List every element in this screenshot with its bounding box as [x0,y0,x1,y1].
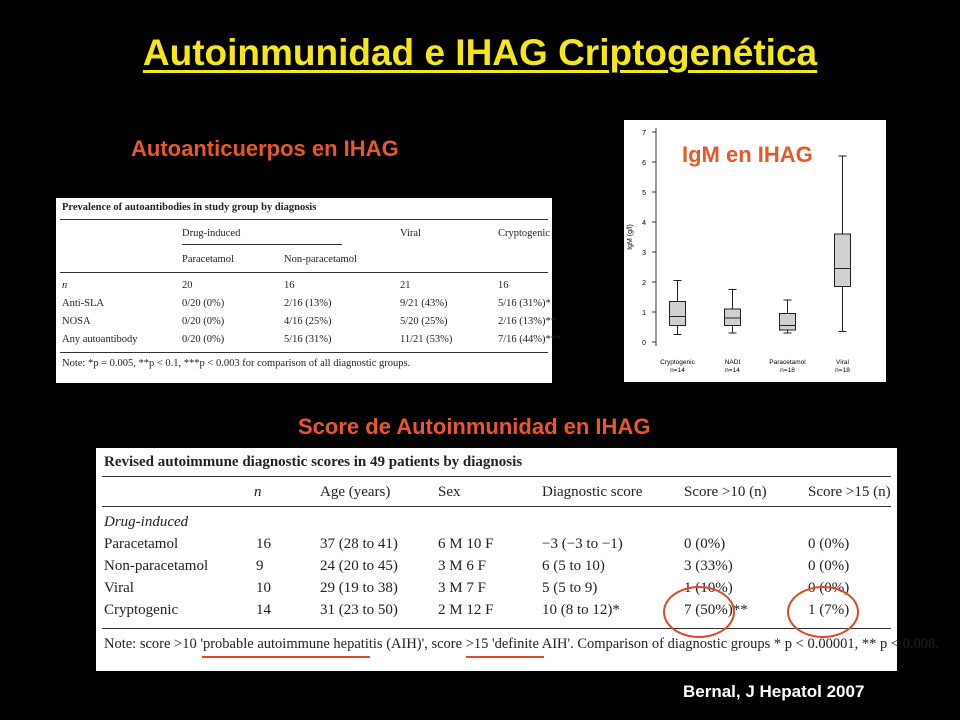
table2-col-header: Score >15 (n) [808,484,891,500]
table2-cell: 6 M 10 F [438,536,494,552]
citation: Bernal, J Hepatol 2007 [683,682,865,701]
table2-row-label: Cryptogenic [104,602,179,618]
box-paracetamol [780,314,796,331]
annotation-circle-score10 [663,586,735,638]
slide-title: Autoinmunidad e IHAG Criptogenética [142,32,818,73]
table1-cell: 5/16 (31%) [284,334,332,345]
table2-cell: 0 (0%) [808,536,850,552]
table1-cell: 9/21 (43%) [400,298,448,309]
x-category-label: Paracetamol [769,359,806,366]
y-tick-label: 4 [642,220,646,227]
table1-cell: 0/20 (0%) [182,298,225,309]
table1-cell: 20 [182,280,193,291]
table1-cell: 0/20 (0%) [182,334,225,345]
table2-cell: 3 (33%) [684,558,733,574]
y-tick-label: 5 [642,190,646,197]
table1-col-header: Cryptogenic [498,228,550,239]
score-heading: Score de Autoinmunidad en IHAG [298,414,651,439]
y-axis-label: IgM (g/l) [627,224,634,250]
table2-cell: 1 (7%) [808,602,850,618]
table1-cell: 21 [400,280,411,291]
table2-col-header: Age (years) [320,484,391,500]
table1-cell: 2/16 (13%)** [498,316,557,327]
autoantibody-table [56,198,562,383]
table2-cell: 37 (28 to 41) [320,536,398,552]
table1-col-header: Non-paracetamol [284,254,357,265]
table1-cell: 5/16 (31%)* [498,298,551,309]
table2-cell: 16 [256,536,271,552]
y-tick-label: 3 [642,250,646,257]
x-category-n: n=14 [670,367,685,374]
y-tick-label: 1 [642,310,646,317]
annotation-underline-probable-aih [202,656,370,658]
x-category-label: Cryptogenic [660,359,695,366]
x-category-n: n=18 [835,367,850,374]
x-category-n: n=14 [725,367,740,374]
table2-cell: 6 (5 to 10) [542,558,605,574]
table1-note: Note: *p = 0.005, **p < 0.1, ***p < 0.003 for comparison of all diagnostic groups. [62,358,411,369]
table1-cell: 0/20 (0%) [182,316,225,327]
y-tick-label: 7 [642,130,646,137]
table2-caption: Revised autoimmune diagnostic scores in 49 patients by diagnosis [104,454,523,470]
table2-row-label: Paracetamol [104,536,179,552]
autoanticuerpos-heading: Autoanticuerpos en IHAG [131,136,399,161]
table2-cell: 3 M 6 F [438,558,486,574]
table2-cell: 0 (0%) [808,580,850,596]
table1-cell: 4/16 (25%) [284,316,332,327]
table1-caption: Prevalence of autoantibodies in study group by diagnosis [62,202,317,213]
table1-group-header: Drug-induced [182,228,241,239]
table1-row-label: n [62,280,68,291]
table2-col-header: Diagnostic score [542,484,643,500]
box-cryptogenic [670,302,686,326]
table2-cell: 5 (5 to 9) [542,580,598,596]
table2-col-header: Sex [438,484,461,500]
table1-row-label: NOSA [62,316,91,327]
y-tick-label: 6 [642,160,646,167]
table2-cell: 9 [256,558,264,574]
table2-cell: 0 (0%) [808,558,850,574]
table1-cell: 16 [284,280,295,291]
x-category-n: n=18 [780,367,795,374]
table2-group-label: Drug-induced [104,514,189,530]
table2-cell: 1 (10%) [684,580,733,596]
igm-heading: IgM en IHAG [682,142,813,167]
table1-cell: 11/21 (53%) [400,334,453,345]
table1-cell: 7/16 (44%)*** [498,334,562,345]
x-category-label: Viral [836,359,849,366]
table2-cell: −3 (−3 to −1) [542,536,623,552]
table2-cell: 31 (23 to 50) [320,602,398,618]
annotation-underline-definite-aih [466,656,544,658]
annotation-circle-score15 [787,586,859,638]
table2-cell: 10 [256,580,271,596]
table1-row-label: Any autoantibody [62,334,138,345]
table1-col-header: Viral [400,228,421,239]
table1-col-header: Paracetamol [182,254,234,265]
box-nadi [725,309,741,326]
table2-col-header: Score >10 (n) [684,484,767,500]
table2-cell: 2 M 12 F [438,602,494,618]
diagnostic-score-table [96,448,939,671]
table2-cell: 29 (19 to 38) [320,580,398,596]
y-tick-label: 0 [642,340,646,347]
table1-cell: 16 [498,280,509,291]
table1-cell: 5/20 (25%) [400,316,448,327]
table2-col-header: n [254,484,262,500]
table2-row-label: Non-paracetamol [104,558,209,574]
table2-cell: 24 (20 to 45) [320,558,398,574]
table2-row-label: Viral [104,580,134,596]
table2-note: Note: score >10 'probable autoimmune hepatitis (AIH)', score >15 'definite AIH'. Comparison of diagnostic groups * p < 0.00001, ** p < 0.008. [104,636,939,652]
table2-cell: 3 M 7 F [438,580,486,596]
box-viral [835,234,851,287]
table2-cell: 7 (50%)** [684,602,748,618]
y-tick-label: 2 [642,280,646,287]
table2-cell: 14 [256,602,271,618]
table2-cell: 0 (0%) [684,536,726,552]
table2-cell: 10 (8 to 12)* [542,602,620,618]
table1-row-label: Anti-SLA [62,298,104,309]
x-category-label: NADI [724,359,741,366]
table1-cell: 2/16 (13%) [284,298,332,309]
